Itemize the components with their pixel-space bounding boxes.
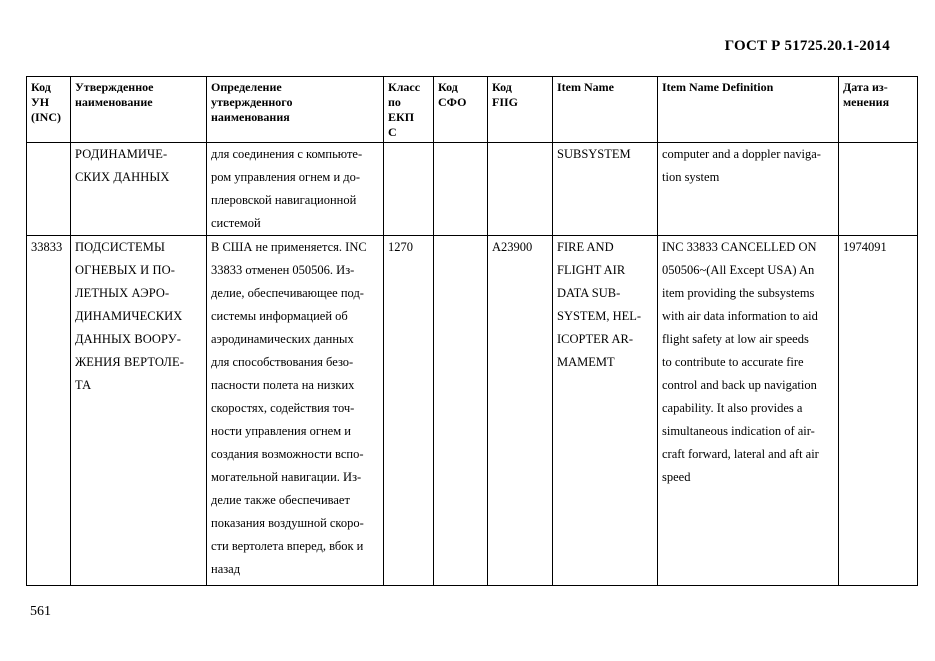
cell-line: ДИНАМИЧЕСКИХ	[75, 309, 183, 323]
cell-line: УН	[31, 95, 50, 109]
cell-line: Определение	[211, 80, 282, 94]
cell-line: СКИХ ДАННЫХ	[75, 170, 170, 184]
cell-line: ЖЕНИЯ ВЕРТОЛЕ-	[75, 355, 184, 369]
cell-fiig-code: A23900	[488, 236, 553, 586]
header-approved-name	[71, 77, 207, 143]
cell-line: по	[388, 95, 401, 109]
table-row	[27, 143, 918, 236]
cell-line: скоростях, содействия точ-	[211, 401, 355, 415]
cell-line: ДАННЫХ ВООРУ-	[75, 332, 182, 346]
header-inc	[27, 77, 71, 143]
cell-line: with air data information to aid	[662, 309, 818, 323]
header-ekps-class	[384, 77, 434, 143]
cell-line: Утвержденное	[75, 80, 154, 94]
header-sfo-code	[434, 77, 488, 143]
cell-line: утвержденного	[211, 95, 293, 109]
cell-line: системы информацией об	[211, 309, 348, 323]
cell-line: to contribute to accurate fire	[662, 355, 804, 369]
cell-definition	[207, 143, 384, 236]
cell-line: (INC)	[31, 110, 61, 124]
cell-line: для соединения с компьюте-	[211, 147, 363, 161]
cell-line: tion system	[662, 170, 720, 184]
cell-line: сти вертолета вперед, вбок и	[211, 539, 364, 553]
cell-line: SYSTEM, HEL-	[557, 309, 642, 323]
cell-line: Код	[492, 80, 512, 94]
cell-line: FLIGHT AIR	[557, 263, 626, 277]
cell-line: capability. It also provides a	[662, 401, 803, 415]
cell-approved-name	[71, 236, 207, 586]
cell-line: показания воздушной скоро-	[211, 516, 364, 530]
cell-line: speed	[662, 470, 691, 484]
header-fiig-code	[488, 77, 553, 143]
cell-line: SUBSYSTEM	[557, 147, 631, 161]
header-item-name	[553, 77, 658, 143]
cell-line: ром управления огнем и до-	[211, 170, 361, 184]
cell-line: ICOPTER AR-	[557, 332, 634, 346]
cell-line: РОДИНАМИЧЕ-	[75, 147, 168, 161]
cell-ekps-class: 1270	[384, 236, 434, 586]
cell-item-name	[553, 236, 658, 586]
cell-line: менения	[843, 95, 890, 109]
cell-line: Item Name	[557, 80, 614, 94]
table-row	[27, 236, 918, 586]
cell-line: Код	[31, 80, 51, 94]
cell-line: аэродинамических данных	[211, 332, 354, 346]
cell-line: Код	[438, 80, 458, 94]
cell-line: DATA SUB-	[557, 286, 621, 300]
cell-line: ТА	[75, 378, 92, 392]
cell-change-date	[839, 143, 918, 236]
cell-item-name-definition	[658, 143, 839, 236]
cell-sfo-code	[434, 143, 488, 236]
cell-line: FIIG	[492, 95, 519, 109]
cell-line: пасности полета на низких	[211, 378, 355, 392]
cell-line: СФО	[438, 95, 467, 109]
cell-line: могательной навигации. Из-	[211, 470, 362, 484]
cell-line: наименования	[211, 110, 290, 124]
cell-line: наименование	[75, 95, 153, 109]
cell-line: craft forward, lateral and aft air	[662, 447, 819, 461]
catalog-table	[26, 76, 918, 586]
cell-line: С	[388, 125, 397, 139]
cell-line: ЛЕТНЫХ АЭРО-	[75, 286, 170, 300]
cell-ekps-class	[384, 143, 434, 236]
cell-line: FIRE AND	[557, 240, 614, 254]
cell-line: flight safety at low air speeds	[662, 332, 809, 346]
cell-line: MAMEMT	[557, 355, 615, 369]
cell-line: Item Name Definition	[662, 80, 774, 94]
cell-line: Класс	[388, 80, 421, 94]
cell-line: item providing the subsystems	[662, 286, 815, 300]
cell-line: делие, обеспечивающее под-	[211, 286, 364, 300]
cell-line: делие также обеспечивает	[211, 493, 350, 507]
page-number: 561	[30, 604, 51, 619]
header-definition	[207, 77, 384, 143]
cell-line: ЕКП	[388, 110, 415, 124]
cell-sfo-code	[434, 236, 488, 586]
cell-line: ности управления огнем и	[211, 424, 351, 438]
cell-line: ОГНЕВЫХ И ПО-	[75, 263, 175, 277]
header-item-name-definition	[658, 77, 839, 143]
cell-line: ПОДСИСТЕМЫ	[75, 240, 165, 254]
cell-change-date: 1974091	[839, 236, 918, 586]
cell-item-name	[553, 143, 658, 236]
cell-fiig-code	[488, 143, 553, 236]
cell-line: создания возможности вспо-	[211, 447, 364, 461]
cell-item-name-definition	[658, 236, 839, 586]
cell-line: INC 33833 CANCELLED ON	[662, 240, 817, 254]
header-change-date	[839, 77, 918, 143]
cell-line: плеровской навигационной	[211, 193, 357, 207]
cell-approved-name	[71, 143, 207, 236]
document-header: ГОСТ Р 51725.20.1-2014	[724, 38, 890, 54]
cell-definition	[207, 236, 384, 586]
cell-line: системой	[211, 216, 261, 230]
cell-line: В США не применяется. INC	[211, 240, 367, 254]
cell-line: simultaneous indication of air-	[662, 424, 815, 438]
cell-inc	[27, 143, 71, 236]
cell-line: назад	[211, 562, 241, 576]
cell-line: Дата из-	[843, 80, 888, 94]
cell-line: 050506~(All Except USA) An	[662, 263, 815, 277]
cell-inc: 33833	[27, 236, 71, 586]
cell-line: для способствования безо-	[211, 355, 354, 369]
cell-line: control and back up navigation	[662, 378, 817, 392]
cell-line: computer and a doppler naviga-	[662, 147, 821, 161]
cell-line: 33833 отменен 050506. Из-	[211, 263, 355, 277]
table-header-row	[27, 77, 918, 143]
